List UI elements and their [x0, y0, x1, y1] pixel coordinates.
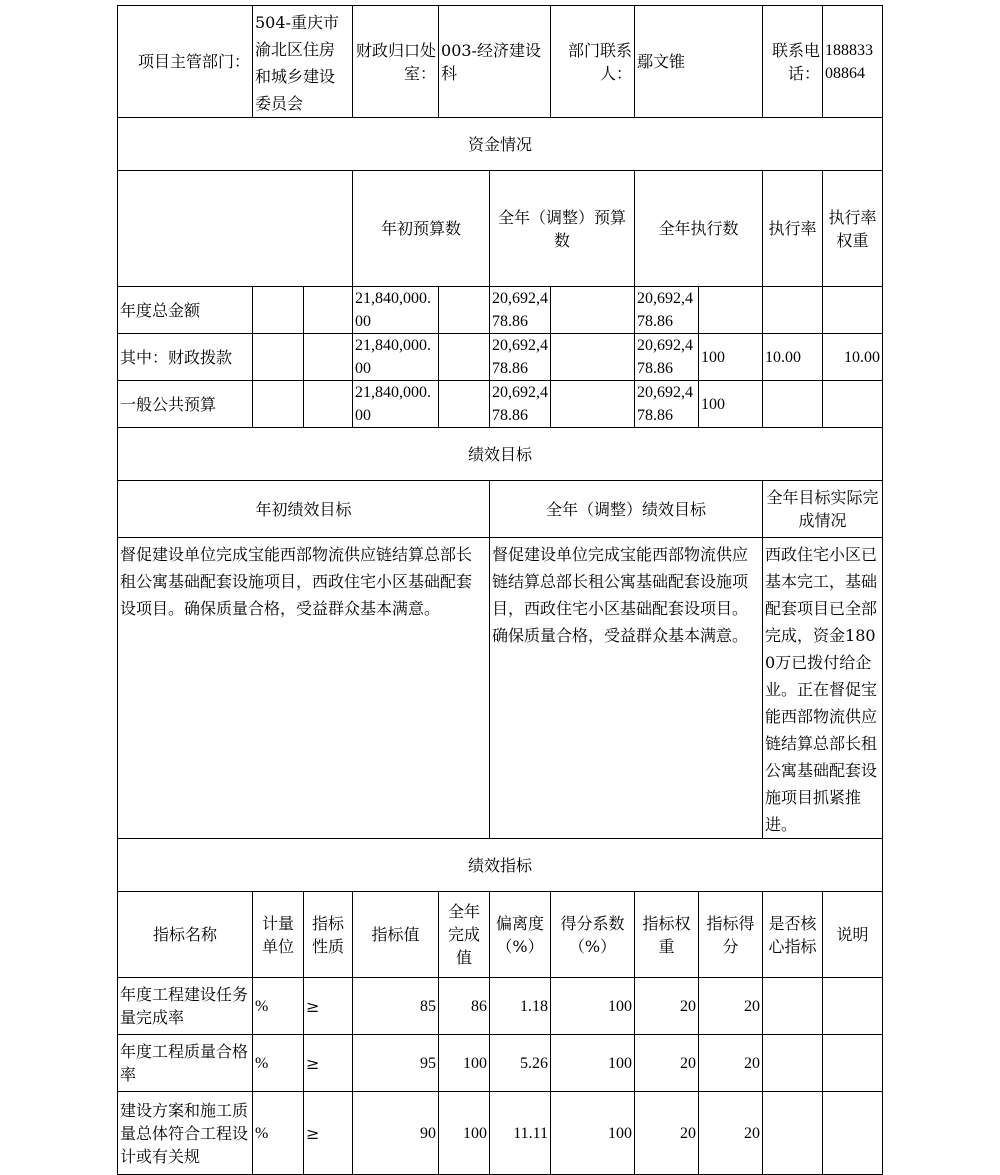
indicators-title-row [118, 839, 883, 892]
funds-row [118, 334, 883, 381]
ind-unit: % [253, 1092, 304, 1175]
blank-cell [551, 381, 635, 428]
ind-nature: ≥ [304, 1035, 353, 1092]
blank-cell [253, 334, 304, 381]
funds-score [823, 381, 883, 428]
funds-rate: 100 [699, 381, 763, 428]
goals-col-adjusted: 全年（调整）绩效目标 [490, 481, 763, 538]
funds-row-label: 年度总金额 [118, 287, 253, 334]
ind-score: 20 [699, 978, 763, 1035]
ind-actual: 100 [439, 1035, 490, 1092]
ind-col-value: 指标值 [353, 892, 439, 978]
blank-cell [439, 334, 490, 381]
ind-deviation: 11.11 [490, 1092, 551, 1175]
ind-score: 20 [699, 1092, 763, 1175]
ind-unit: % [253, 978, 304, 1035]
funds-row-label: 一般公共预算 [118, 381, 253, 428]
ind-col-coef: 得分系数（%） [551, 892, 635, 978]
blank-cell [253, 287, 304, 334]
funds-col-initial: 年初预算数 [353, 171, 490, 287]
ind-col-core: 是否核心指标 [763, 892, 823, 978]
funds-initial: 21,840,000.00 [353, 334, 439, 381]
funds-col-weight: 执行率权重 [823, 171, 883, 287]
funds-score: 10.00 [823, 334, 883, 381]
blank-cell [253, 381, 304, 428]
funds-row-label: 其中：财政拨款 [118, 334, 253, 381]
contact-value: 鄢文锥 [635, 6, 763, 118]
ind-nature: ≥ [304, 1092, 353, 1175]
ind-col-name: 指标名称 [118, 892, 253, 978]
ind-value: 85 [353, 978, 439, 1035]
goals-col-initial: 年初绩效目标 [118, 481, 490, 538]
ind-deviation: 1.18 [490, 978, 551, 1035]
ind-col-unit: 计量单位 [253, 892, 304, 978]
ind-core [763, 1035, 823, 1092]
blank-cell [304, 287, 353, 334]
ind-col-weight: 指标权重 [635, 892, 699, 978]
funds-header-row [118, 171, 883, 287]
ind-name: 建设方案和施工质量总体符合工程设计或有关规 [118, 1092, 253, 1175]
funds-col-adjusted: 全年（调整）预算数 [490, 171, 635, 287]
funds-weight: 10.00 [763, 334, 823, 381]
ind-col-score: 指标得分 [699, 892, 763, 978]
header-row [118, 6, 883, 118]
blank-cell [551, 287, 635, 334]
goals-header-row [118, 481, 883, 538]
ind-score: 20 [699, 1035, 763, 1092]
finance-label: 财政归口处室： [353, 6, 439, 118]
funds-title-row [118, 118, 883, 171]
ind-col-nature: 指标性质 [304, 892, 353, 978]
ind-actual: 86 [439, 978, 490, 1035]
goals-text-row [118, 538, 883, 839]
goals-actual-text: 西政住宅小区已基本完工，基础配套项目已全部完成，资金1800万已拨付给企业。正在督促宝能西部物流供应链结算总部长租公寓基础配套设施项目抓紧推进。 [763, 538, 883, 839]
blank-cell [551, 334, 635, 381]
blank-cell [304, 381, 353, 428]
funds-initial: 21,840,000.00 [353, 287, 439, 334]
funds-section-title: 资金情况 [118, 118, 883, 171]
ind-col-note: 说明 [823, 892, 883, 978]
dept-label: 项目主管部门： [118, 6, 253, 118]
indicator-row [118, 1035, 883, 1092]
goals-initial-text: 督促建设单位完成宝能西部物流供应链结算总部长租公寓基础配套设施项目，西政住宅小区基础配套设项目。确保质量合格，受益群众基本满意。 [118, 538, 490, 839]
contact-label: 部门联系人： [551, 6, 635, 118]
ind-nature: ≥ [304, 978, 353, 1035]
goals-section-title: 绩效目标 [118, 428, 883, 481]
indicators-section-title: 绩效指标 [118, 839, 883, 892]
goals-adjusted-text: 督促建设单位完成宝能西部物流供应链结算总部长租公寓基础配套设施项目，西政住宅小区基础配套设项目。确保质量合格，受益群众基本满意。 [490, 538, 763, 839]
indicators-header-row [118, 892, 883, 978]
ind-weight: 20 [635, 978, 699, 1035]
ind-note [823, 1035, 883, 1092]
goals-title-row [118, 428, 883, 481]
ind-coef: 100 [551, 1092, 635, 1175]
ind-value: 90 [353, 1092, 439, 1175]
performance-table [117, 5, 883, 1175]
funds-initial: 21,840,000.00 [353, 381, 439, 428]
funds-header-blank [118, 171, 353, 287]
ind-note [823, 1092, 883, 1175]
blank-cell [439, 381, 490, 428]
funds-rate: 100 [699, 334, 763, 381]
ind-name: 年度工程建设任务量完成率 [118, 978, 253, 1035]
blank-cell [304, 334, 353, 381]
funds-adjusted: 20,692,478.86 [490, 334, 551, 381]
funds-adjusted: 20,692,478.86 [490, 381, 551, 428]
funds-row [118, 381, 883, 428]
ind-weight: 20 [635, 1035, 699, 1092]
ind-value: 95 [353, 1035, 439, 1092]
indicator-row [118, 1092, 883, 1175]
phone-value: 18883308864 [823, 6, 883, 118]
ind-core [763, 1092, 823, 1175]
ind-coef: 100 [551, 978, 635, 1035]
funds-weight [763, 381, 823, 428]
finance-value: 003-经济建设科 [439, 6, 551, 118]
funds-row [118, 287, 883, 334]
ind-coef: 100 [551, 1035, 635, 1092]
ind-col-deviation: 偏离度（%） [490, 892, 551, 978]
ind-unit: % [253, 1035, 304, 1092]
funds-col-executed: 全年执行数 [635, 171, 763, 287]
funds-executed: 20,692,478.86 [635, 334, 699, 381]
ind-core [763, 978, 823, 1035]
ind-note [823, 978, 883, 1035]
blank-cell [439, 287, 490, 334]
ind-deviation: 5.26 [490, 1035, 551, 1092]
ind-actual: 100 [439, 1092, 490, 1175]
funds-col-rate: 执行率 [763, 171, 823, 287]
funds-weight [763, 287, 823, 334]
dept-value: 504-重庆市渝北区住房和城乡建设委员会 [253, 6, 353, 118]
ind-col-actual: 全年完成值 [439, 892, 490, 978]
funds-rate [699, 287, 763, 334]
funds-executed: 20,692,478.86 [635, 287, 699, 334]
funds-score [823, 287, 883, 334]
funds-adjusted: 20,692,478.86 [490, 287, 551, 334]
phone-label: 联系电话： [763, 6, 823, 118]
goals-col-actual: 全年目标实际完成情况 [763, 481, 883, 538]
ind-name: 年度工程质量合格率 [118, 1035, 253, 1092]
indicator-row [118, 978, 883, 1035]
funds-executed: 20,692,478.86 [635, 381, 699, 428]
ind-weight: 20 [635, 1092, 699, 1175]
